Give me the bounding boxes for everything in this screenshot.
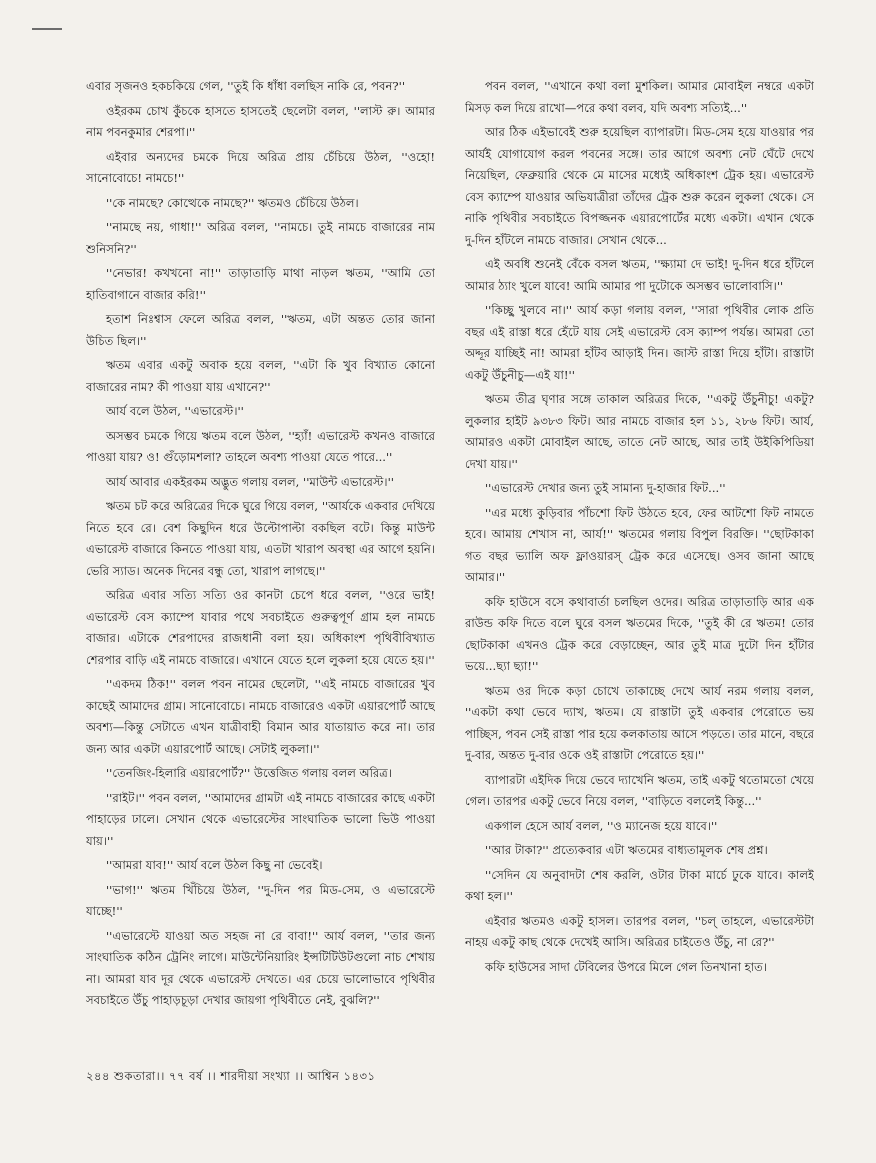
paragraph: ''নামছে নয়, গাধা!'' অরিত্র বলল, ''নামচে। তুই নামচে বাজারের নাম শুনিসনি?'' bbox=[86, 220, 435, 256]
paragraph: ঋতম তীব্র ঘৃণার সঙ্গে তাকাল অরিত্রর দিকে, ''একটু উঁচুনীচু! একটু? লুকলার হাইট ৯৩৮৩ ফিট। আর নামচে বাজার হল ১১, ২৮৬ ফিট। আর্য, আমারও একটা মোবাইল আছে, তাতে নেট আছে, আর তাই উইকিপিডিয়া দেখা যায়।'' bbox=[465, 392, 814, 471]
paragraph: ''এর মধ্যে কুড়িবার পাঁচশো ফিট উঠতে হবে, ফের আটশো ফিট নামতে হবে। আমায় শেখাস না, আর্য!'' ঋতমের গলায় বিপুল বিরক্তি। ''ছোটকাকা গত বছর ভ্যালি অফ ফ্লাওয়ারস্‌ ট্রেক করে এসেছে। ওসব জানা আছে আমার।'' bbox=[465, 505, 814, 584]
paragraph: ঋতম চট করে অরিত্রের দিকে ঘুরে গিয়ে বলল, ''আর্যকে একবার দেখিয়ে নিতে হবে রে। বেশ কিছুদিন ধরে উল্টোপাল্টা বকছিল বটে। কিন্তু মাউন্ট এভারেস্ট বাজারে কিনতে পাওয়া যায়, এতটা খারাপ অবস্থা এর আগে হয়নি। ভেরি স্যাড। অনেক দিনের বন্ধু তো, খারাপ লাগছে।'' bbox=[86, 499, 435, 578]
paragraph: ''রাইট।'' পবন বলল, ''আমাদের গ্রামটা এই নামচে বাজারের কাছে একটা পাহাড়ের ঢালে। সেখান থেকে এভারেস্টের সাংঘাতিক ভালো ভিউ পাওয়া যায়।'' bbox=[86, 790, 435, 848]
page-footer: ২৪৪ শুকতারা।। ৭৭ বর্ষ ।। শারদীয়া সংখ্যা ।। আশ্বিন ১৪৩১ bbox=[86, 1069, 376, 1083]
paragraph: কফি হাউসের সাদা টেবিলের উপরে মিলে গেল তিনখানা হাত। bbox=[485, 959, 767, 974]
paragraph: ''তেনজিং-হিলারি এয়ারপোর্ট?'' উত্তেজিত গলায় বলল অরিত্র। bbox=[106, 766, 392, 780]
paragraph: ঋতম এবার একটু অবাক হয়ে বলল, ''এটা কি খুব বিখ্যাত কোনো বাজারের নাম? কী পাওয়া যায় এখানে?'' bbox=[86, 358, 435, 394]
paragraph: হতাশ নিঃশ্বাস ফেলে অরিত্র বলল, ''ঋতম, এটা অন্তত তোর জানা উচিত ছিল।'' bbox=[86, 312, 435, 348]
paragraph: আর্য আবার একইরকম অদ্ভুত গলায় বলল, ''মাউন্ট এভারেস্ট।'' bbox=[106, 474, 394, 489]
paragraph: ''আমরা যাব!'' আর্য বলে উঠল কিছু না ভেবেই। bbox=[106, 858, 323, 872]
paragraph: ঋতম ওর দিকে কড়া চোখে তাকাচ্ছে দেখে আর্য নরম গলায় বলল, ''একটা কথা ভেবে দ্যাখ, ঋতম। যে রাস্তাটা তুই একবার পেরোতে ভয় পাচ্ছিস, পবন সেই রাস্তা পার হয়ে কলকাতায় আসে পড়তে। তার মানে, বছরে দু-বার, অন্তত দু-বার ওকে ওই রাস্তাটা পেরোতে হয়।'' bbox=[465, 683, 814, 762]
paragraph: ওইরকম চোখ কুঁচকে হাসতে হাসতেই ছেলেটা বলল, ''লাস্ট রু। আমার নাম পবনকুমার শেরপা।'' bbox=[86, 103, 435, 139]
paragraph: ''এভারেস্ট দেখার জন্য তুই সামান্য দু-হাজার ফিট...'' bbox=[485, 481, 726, 495]
paragraph: পবন বলল, ''এখানে কথা বলা মুশকিল। আমার মোবাইল নম্বরে একটা মিসড় কল দিয়ে রাখো—পরে কথা বলব, যদি অবশ্য সত্যিই...'' bbox=[465, 79, 814, 115]
paragraph: ব্যাপারটা এইদিক দিয়ে ভেবে দ্যাখেনি ঋতম, তাই একটু থতোমতো খেয়ে গেল। তারপর একটু ভেবে নিয়ে বলল, ''বাড়িতে বললেই কিন্তু...'' bbox=[465, 772, 814, 808]
paragraph: ''ভাগ!'' ঋতম খিঁচিয়ে উঠল, ''দু-দিন পর মিড-সেম, ও এভারেস্টে যাচ্ছে!'' bbox=[86, 882, 435, 918]
paragraph: ''নেভার! কখখনো না!'' তাড়াতাড়ি মাথা নাড়ল ঋতম, ''আমি তো হাতিবাগানে বাজার করি!'' bbox=[86, 266, 435, 302]
paragraph: এই অবধি শুনেই বেঁকে বসল ঋতম, ''ক্ষ্যামা দে ভাই! দু-দিন ধরে হাঁটলে আমার ঠ্যাং খুলে যাবে! আমি আমার পা দুটোকে অসম্ভব ভালোবাসি।'' bbox=[465, 257, 814, 293]
paragraph: একগাল হেসে আর্য বলল, ''ও ম্যানেজ হয়ে যাবে।'' bbox=[485, 818, 718, 833]
right-column bbox=[465, 76, 814, 1076]
paragraph: ''সেদিন যে অনুবাদটা শেষ করলি, ওটার টাকা মার্চে ঢুকে যাবে। কালই কথা হল।'' bbox=[465, 867, 814, 903]
paragraph: এইবার অন্যদের চমকে দিয়ে অরিত্র প্রায় চেঁচিয়ে উঠল, ''ওহো! সানোবোচে! নামচে!'' bbox=[86, 149, 435, 185]
paragraph: কফি হাউসে বসে কথাবার্তা চলছিল ওদের। অরিত্র তাড়াতাড়ি আর এক রাউন্ড কফি দিতে বলে ঘুরে বসল ঋতমের দিকে, ''তুই কী রে ঋতম! তোর ছোটকাকা এখনও ট্রেক করে বেড়াচ্ছেন, আর তুই মাত্র দুটো দিন হাঁটার ভয়ে...ছ্যা ছ্যা!'' bbox=[465, 594, 814, 673]
paragraph: এবার সৃজনও হকচকিয়ে গেল, ''তুই কি ধাঁধা বলছিস নাকি রে, পবন?'' bbox=[86, 79, 406, 93]
paragraph: আর্য বলে উঠল, ''এভারেস্ট।'' bbox=[106, 404, 244, 418]
paragraph: ''কিচ্ছু খুলবে না।'' আর্য কড়া গলায় বলল, ''সারা পৃথিবীর লোক প্রতি বছর এই রাস্তা ধরে হেঁটে যায় সেই এভারেস্ট বেস ক্যাম্প পর্যন্ত। আমরা তো অদ্দূর যাচ্ছিই না! আমরা হাঁটব আড়াই দিন। জাস্ট রাস্তা দিয়ে হাঁটা। রাস্তাটা একটু উঁচুনীচু—এই যা!'' bbox=[465, 303, 814, 382]
paragraph: ''একদম ঠিক!'' বলল পবন নামের ছেলেটা, ''এই নামচে বাজারের খুব কাছেই আমাদের গ্রাম। সানোবোচে। নামচে বাজারেও একটা এয়ারপোর্ট আছে অবশ্য—কিন্তু সেটাতে এখন যাত্রীবাহী বিমান আর যাতায়াত করে না। তার জন্য আর একটা এয়ারপোর্ট আছে। সেটাই লুকলা।'' bbox=[86, 677, 435, 756]
corner-mark bbox=[32, 28, 62, 30]
paragraph: আর ঠিক এইভাবেই শুরু হয়েছিল ব্যাপারটা। মিড-সেম হয়ে যাওয়ার পর আর্যই যোগাযোগ করল পবনের সঙ্গে। তার আগে অবশ্য নেট ঘেঁটে দেখে নিয়েছিল, ফেব্রুয়ারি থেকে মে মাসের মধ্যেই অধিকাংশ ট্রেক হয়। এভারেস্ট বেস ক্যাম্পে যাওয়ার অভিযাত্রীরা তাঁদের ট্রেক শুরু করেন লুকলা থেকে। সে নাকি পৃথিবীর সবচাইতে বিপজ্জনক এয়ারপোর্টের মধ্যে একটা। এখান থেকে দু-দিন হাঁটলে নামচে বাজার। সেখান থেকে... bbox=[465, 125, 814, 247]
paragraph: ''আর টাকা?'' প্রত্যেকবার এটা ঋতমের বাধ্যতামূলক শেষ প্রশ্ন। bbox=[485, 843, 768, 857]
paragraph: ''এভারেস্টে যাওয়া অত সহজ না রে বাবা!'' আর্য বলল, ''তার জন্য সাংঘাতিক কঠিন ট্রেনিং লাগে। মাউন্টেনিয়ারিং ইন্সটিটিউটগুলো নাচ শেখায় না। আমরা যাব দূর থেকে এভারেস্ট দেখতে। এর চেয়ে ভালোভাবে পৃথিবীর সবচাইতে উঁচু পাহাড়চূড়া দেখার জায়গা পৃথিবীতে নেই, বুঝলি?'' bbox=[86, 928, 435, 1007]
paragraph: অরিত্র এবার সত্যি সত্যি ওর কানটা চেপে ধরে বলল, ''ওরে ভাই! এভারেস্ট বেস ক্যাম্পে যাবার পথে সবচাইতে গুরুত্বপূর্ণ গ্রাম হল নামচে বাজার। এটাকে শেরপাদের রাজধানী বলা হয়। অধিকাংশ পৃথিবীবিখ্যাত শেরপার বাড়ি এই নামচে বাজারে। এখানে যেতে হলে লুকলা হয়ে যেতে হয়।'' bbox=[86, 588, 435, 667]
paragraph: এইবার ঋতমও একটু হাসল। তারপর বলল, ''চল্ তাহলে, এভারেস্টটা নাহয় একটু কাছ থেকে দেখেই আসি। অরিত্রর চাইতেও উঁচু, না রে?'' bbox=[465, 913, 814, 949]
left-column bbox=[86, 76, 435, 1076]
page-body bbox=[86, 76, 814, 1076]
paragraph: অসম্ভব চমকে গিয়ে ঋতম বলে উঠল, ''হ্যাঁ! এভারেস্ট কখনও বাজারে পাওয়া যায়? ও! গুঁড়োমশলা? তাহলে অবশ্য পাওয়া যেতে পারে...'' bbox=[86, 428, 435, 464]
paragraph: ''কে নামছে? কোত্থেকে নামছে?'' ঋতমও চেঁচিয়ে উঠল। bbox=[106, 195, 359, 210]
